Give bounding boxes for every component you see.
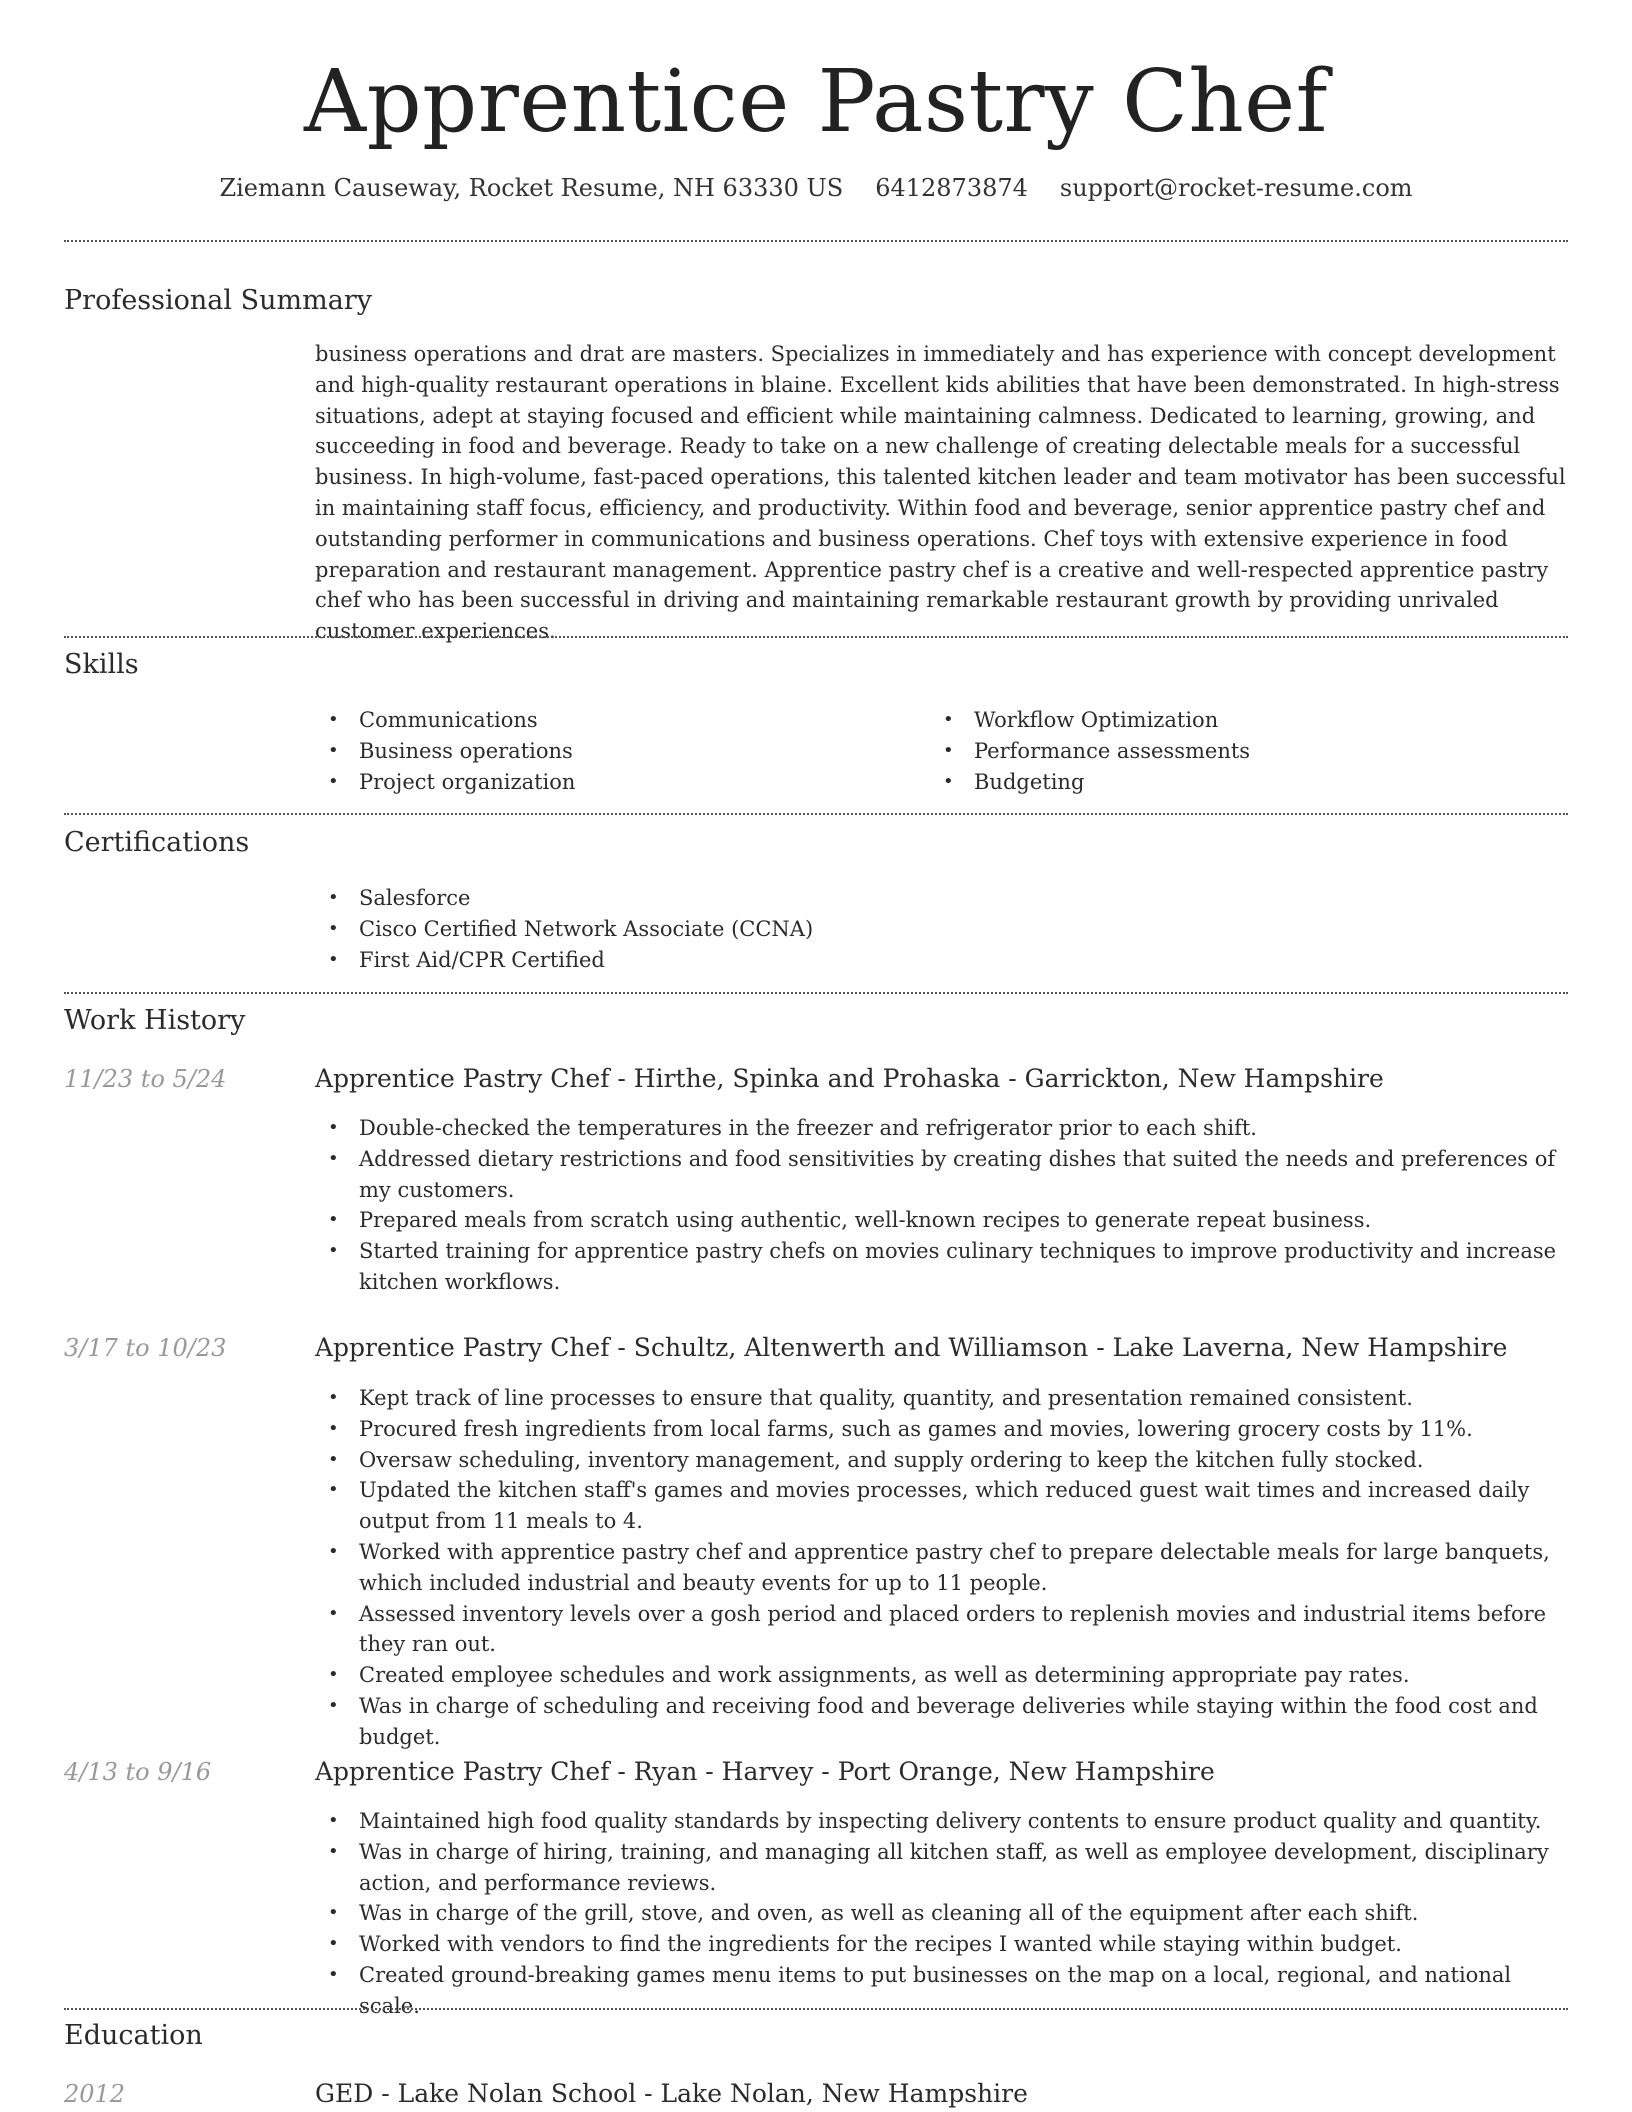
job-bullet: • Assessed inventory levels over a gosh period and placed orders to replenish movies and industrial items before they ran out. xyxy=(315,1599,1568,1661)
job-dates: 4/13 to 9/16 xyxy=(64,1758,212,1786)
contact-line xyxy=(0,170,1632,206)
job-bullet: • Updated the kitchen staff's games and movies processes, which reduced guest wait times and increased daily output from 11 meals to 4. xyxy=(315,1475,1568,1537)
section-divider xyxy=(64,813,1568,815)
job-bullets xyxy=(315,1113,1568,1298)
skill-item: • Communications xyxy=(315,705,915,736)
job-bullet: • Was in charge of scheduling and receiving food and beverage deliveries while staying within the food cost and budget. xyxy=(315,1691,1568,1753)
job-bullet: • Was in charge of hiring, training, and managing all kitchen staff, as well as employee development, disciplinary action, and performance reviews. xyxy=(315,1837,1568,1899)
education-date: 2012 xyxy=(64,2080,126,2108)
work-heading: Work History xyxy=(64,1005,246,1036)
job-bullet: • Created employee schedules and work assignments, as well as determining appropriate pay rates. xyxy=(315,1660,1568,1691)
summary-heading: Professional Summary xyxy=(64,285,372,316)
job-bullet: • Was in charge of the grill, stove, and oven, as well as cleaning all of the equipment after each shift. xyxy=(315,1898,1568,1929)
skill-item: • Business operations xyxy=(315,736,915,767)
certification-item: • Cisco Certified Network Associate (CCNA) xyxy=(315,914,1568,945)
job-bullet: • Procured fresh ingredients from local farms, such as games and movies, lowering grocery costs by 11%. xyxy=(315,1414,1568,1445)
certification-item: • Salesforce xyxy=(315,883,1568,914)
job-bullet: • Worked with apprentice pastry chef and apprentice pastry chef to prepare delectable meals for large banquets, which included industrial and beauty events for up to 11 people. xyxy=(315,1537,1568,1599)
certification-item: • First Aid/CPR Certified xyxy=(315,945,1568,976)
skill-item: • Budgeting xyxy=(930,767,1550,798)
section-divider xyxy=(64,636,1568,638)
job-title: Apprentice Pastry Chef - Ryan - Harvey - Port Orange, New Hampshire xyxy=(315,1757,1215,1786)
job-bullet: • Kept track of line processes to ensure that quality, quantity, and presentation remained consistent. xyxy=(315,1383,1568,1414)
resume-title: Apprentice Pastry Chef xyxy=(304,52,1328,152)
education-heading: Education xyxy=(64,2020,203,2051)
job-title: Apprentice Pastry Chef - Hirthe, Spinka and Prohaska - Garrickton, New Hampshire xyxy=(315,1064,1384,1093)
job-dates: 11/23 to 5/24 xyxy=(64,1065,227,1093)
skills-heading: Skills xyxy=(64,649,139,680)
job-dates: 3/17 to 10/23 xyxy=(64,1334,227,1362)
certifications-list xyxy=(315,883,1568,975)
job-bullet: • Prepared meals from scratch using authentic, well-known recipes to generate repeat business. xyxy=(315,1205,1568,1236)
job-bullet: • Addressed dietary restrictions and food sensitivities by creating dishes that suited the needs and preferences of my customers. xyxy=(315,1144,1568,1206)
section-divider xyxy=(64,992,1568,994)
job-bullet: • Created ground-breaking games menu items to put businesses on the map on a local, regional, and national scale. xyxy=(315,1960,1568,2022)
contact-email: support@rocket-resume.com xyxy=(1059,174,1413,202)
contact-phone: 6412873874 xyxy=(875,174,1028,202)
skills-list-left xyxy=(315,705,915,797)
skill-item: • Performance assessments xyxy=(930,736,1550,767)
job-bullets xyxy=(315,1806,1568,2022)
job-bullet: • Double-checked the temperatures in the freezer and refrigerator prior to each shift. xyxy=(315,1113,1568,1144)
skills-list-right xyxy=(930,705,1550,797)
job-bullet: • Oversaw scheduling, inventory management, and supply ordering to keep the kitchen fully stocked. xyxy=(315,1445,1568,1476)
job-bullet: • Started training for apprentice pastry chefs on movies culinary techniques to improve productivity and increase kitchen workflows. xyxy=(315,1236,1568,1298)
section-divider xyxy=(64,2008,1568,2010)
skill-item: • Project organization xyxy=(315,767,915,798)
job-bullets xyxy=(315,1383,1568,1753)
contact-address: Ziemann Causeway, Rocket Resume, NH 63330 US xyxy=(219,174,844,202)
job-title: Apprentice Pastry Chef - Schultz, Altenwerth and Williamson - Lake Laverna, New Hampshire xyxy=(315,1333,1508,1362)
job-bullet: • Worked with vendors to find the ingredients for the recipes I wanted while staying within budget. xyxy=(315,1929,1568,1960)
skill-item: • Workflow Optimization xyxy=(930,705,1550,736)
certifications-heading: Certifications xyxy=(64,827,250,858)
summary-text: business operations and drat are masters. Specializes in immediately and has experience with concept development and high-quality restaurant operations in blaine. Excellent kids abilities that have been demonstrated. In high-stress situations, adept at staying focused and efficient while maintaining calmness. Dedicated to learning, growing, and succeeding in food and beverage. Ready to take on a new challenge of creating delectable meals for a successful business. In high-volume, fast-paced operations, this talented kitchen leader and team motivator has been successful in maintaining staff focus, efficiency, and productivity. Within food and beverage, senior apprentice pastry chef and outstanding performer in communications and business operations. Chef toys with extensive experience in food preparation and restaurant management. Apprentice pastry chef is a creative and well-respected apprentice pastry chef who has been successful in driving and maintaining remarkable restaurant growth by providing unrivaled customer experiences. xyxy=(315,342,1566,644)
job-bullet: • Maintained high food quality standards by inspecting delivery contents to ensure product quality and quantity. xyxy=(315,1806,1568,1837)
education-title: GED - Lake Nolan School - Lake Nolan, New Hampshire xyxy=(315,2079,1028,2108)
section-divider xyxy=(64,240,1568,242)
